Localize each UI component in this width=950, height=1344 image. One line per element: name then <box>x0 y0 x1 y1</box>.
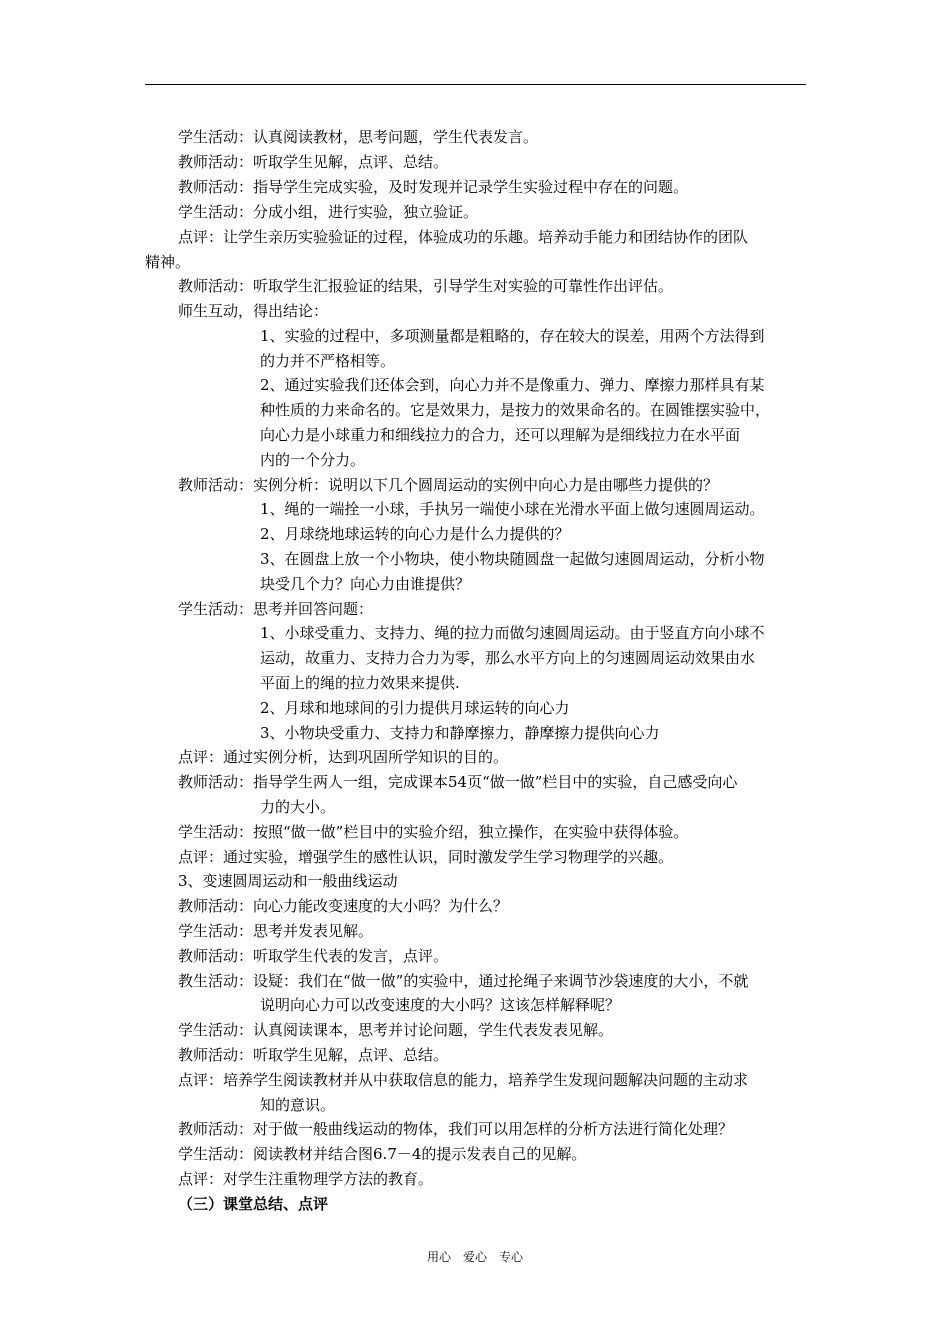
paragraph-line: 向心力是小球重力和细线拉力的合力，还可以理解为是细线拉力在水平面 <box>260 426 741 444</box>
paragraph-line: 点评：通过实验，增强学生的感性认识，同时激发学生学习物理学的兴趣。 <box>178 848 674 866</box>
paragraph-line: 说明向心力可以改变速度的大小吗？这该怎样解释呢？ <box>260 996 621 1014</box>
paragraph-line: 运动，故重力、支持力合力为零，那么水平方向上的匀速圆周运动效果由水 <box>260 649 756 667</box>
paragraph-line: 学生活动：思考并回答问题： <box>178 600 374 618</box>
paragraph-line: 点评：通过实例分析，达到巩固所学知识的目的。 <box>178 748 509 766</box>
paragraph-line: 平面上的绳的拉力效果来提供. <box>260 674 460 692</box>
paragraph-line: 教师活动：指导学生两人一组，完成课本54页“做一做”栏目中的实验，自己感受向心 <box>178 773 738 791</box>
paragraph-line: 2、月球和地球间的引力提供月球运转的向心力 <box>260 699 570 717</box>
paragraph-line: 1、绳的一端拴一小球，手执另一端使小球在光滑水平面上做匀速圆周运动。 <box>260 500 765 518</box>
paragraph-line: 点评：培养学生阅读教材并从中获取信息的能力，培养学生发现问题解决问题的主动求 <box>178 1071 749 1089</box>
paragraph-line: 学生活动：认真阅读课本，思考并讨论问题，学生代表发表见解。 <box>178 1021 614 1039</box>
paragraph-line: 块受几个力？向心力由谁提供？ <box>260 575 471 593</box>
section-heading: （三）课堂总结、点评 <box>178 1195 329 1213</box>
paragraph-line: 教师活动：听取学生汇报验证的结果，引导学生对实验的可靠性作出评估。 <box>178 277 674 295</box>
paragraph-line: 精神。 <box>145 253 191 271</box>
section-heading: 3、变速圆周运动和一般曲线运动 <box>178 872 398 890</box>
paragraph-line: 学生活动：认真阅读教材，思考问题，学生代表发言。 <box>178 128 539 146</box>
paragraph-line: 点评：让学生亲历实验验证的过程，体验成功的乐趣。培养动手能力和团结协作的团队 <box>178 228 749 246</box>
paragraph-line: 教师活动：向心力能改变速度的大小吗？为什么？ <box>178 897 509 915</box>
paragraph-line: 内的一个分力。 <box>260 451 366 469</box>
paragraph-line: 教师活动：指导学生完成实验，及时发现并记录学生实验过程中存在的问题。 <box>178 178 689 196</box>
paragraph-line: 教师活动：听取学生见解，点评、总结。 <box>178 153 449 171</box>
paragraph-line: 教师活动：实例分析：说明以下几个圆周运动的实例中向心力是由哪些力提供的？ <box>178 476 719 494</box>
paragraph-line: 知的意识。 <box>260 1096 336 1114</box>
paragraph-line: 力的大小。 <box>260 798 336 816</box>
paragraph-line: 教师活动：听取学生代表的发言，点评。 <box>178 947 449 965</box>
paragraph-line: 2、通过实验我们还体会到，向心力并不是像重力、弹力、摩擦力那样具有某 <box>260 376 765 394</box>
paragraph-line: 教师活动：对于做一般曲线运动的物体，我们可以用怎样的分析方法进行简化处理？ <box>178 1120 734 1138</box>
paragraph-line: 学生活动：分成小组，进行实验，独立验证。 <box>178 203 479 221</box>
paragraph-line: 学生活动：按照“做一做”栏目中的实验介绍，独立操作，在实验中获得体验。 <box>178 823 689 841</box>
paragraph-line: 2、月球绕地球运转的向心力是什么力提供的？ <box>260 525 570 543</box>
paragraph-line: 教生活动：设疑：我们在“做一做”的实验中，通过抡绳子来调节沙袋速度的大小，不就 <box>178 972 749 990</box>
paragraph-line: 种性质的力来命名的。它是效果力，是按力的效果命名的。在圆锥摆实验中， <box>260 401 771 419</box>
page-footer: 用心 爱心 专心 <box>426 1250 523 1264</box>
paragraph-line: 1、实验的过程中，多项测量都是粗略的，存在较大的误差，用两个方法得到 <box>260 327 765 345</box>
paragraph-line: 学生活动：阅读教材并结合图6.7－4的提示发表自己的见解。 <box>178 1145 587 1163</box>
paragraph-line: 点评：对学生注重物理学方法的教育。 <box>178 1170 434 1188</box>
paragraph-line: 3、在圆盘上放一个小物块，使小物块随圆盘一起做匀速圆周运动，分析小物 <box>260 550 765 568</box>
paragraph-line: 师生互动，得出结论： <box>178 302 329 320</box>
paragraph-line: 教师活动：听取学生见解，点评、总结。 <box>178 1046 449 1064</box>
header-rule <box>145 84 806 85</box>
paragraph-line: 学生活动：思考并发表见解。 <box>178 922 374 940</box>
paragraph-line: 1、小球受重力、支持力、绳的拉力而做匀速圆周运动。由于竖直方向小球不 <box>260 624 765 642</box>
paragraph-line: 的力并不严格相等。 <box>260 352 396 370</box>
paragraph-line: 3、小物块受重力、支持力和静摩擦力，静摩擦力提供向心力 <box>260 724 660 742</box>
